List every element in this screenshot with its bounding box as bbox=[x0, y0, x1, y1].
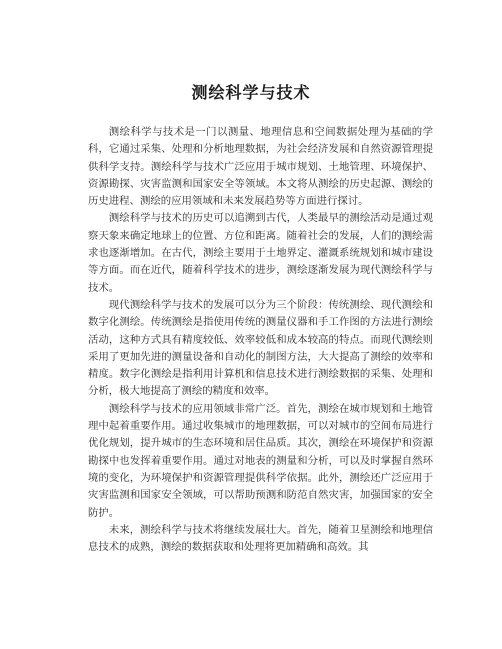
paragraph-4: 测绘科学与技术的应用领域非常广泛。首先，测绘在城市规划和土地管理中起着重要作用。通过收集城市的地理数据，可以对城市的空间布局进行优化规划，提升城市的生态环境和居住品质。其次，测绘在环境保护和资源勘探中也发挥着重要作用。通过对地表的测量和分析，可以及时掌握自然环境的变化，为环境保护和资源管理提供科学依据。此外，测绘还广泛应用于灾害监测和国家安全领域，可以帮助预测和防范自然灾害，加强国家的安全防护。 bbox=[88, 402, 433, 519]
page-title: 测绘科学与技术 bbox=[191, 83, 311, 102]
paragraph-1: 测绘科学与技术是一门以测量、地理信息和空间数据处理为基础的学科，它通过采集、处理和分析地理数据，为社会经济发展和自然资源管理提供科学支持。测绘科学与技术广泛应用于城市规划、土地管理、环境保护、资源勘探、灾害监测和国家安全等领域。本文将从测绘的历史起源、测绘的历史进程、测绘的应用领域和未来发展趋势等方面进行探讨。 bbox=[88, 126, 433, 208]
document-body bbox=[88, 124, 433, 556]
paragraph-5: 未来，测绘科学与技术将继续发展壮大。首先，随着卫星测绘和地理信息技术的成熟，测绘的数据获取和处理将更加精确和高效。其 bbox=[88, 523, 433, 554]
paragraph-3: 现代测绘科学与技术的发展可以分为三个阶段：传统测绘、现代测绘和数字化测绘。传统测绘是指使用传统的测量仪器和手工作图的方法进行测绘活动，这种方式具有精度较低、效率较低和成本较高的特点。而现代测绘则采用了更加先进的测量设备和自动化的制图方法，大大提高了测绘的效率和精度。数字化测绘是指利用计算机和信息技术进行测绘数据的采集、处理和分析，极大地提高了测绘的精度和效率。 bbox=[88, 298, 433, 398]
paragraph-2: 测绘科学与技术的历史可以追溯到古代，人类最早的测绘活动是通过观察天象来确定地球上的位置、方位和距离。随着社会的发展，人们的测绘需求也逐渐增加。在古代，测绘主要用于土地界定、灌溉系统规划和城市建设等方面。而在近代，随着科学技术的进步，测绘逐渐发展为现代测绘科学与技术。 bbox=[88, 212, 433, 294]
